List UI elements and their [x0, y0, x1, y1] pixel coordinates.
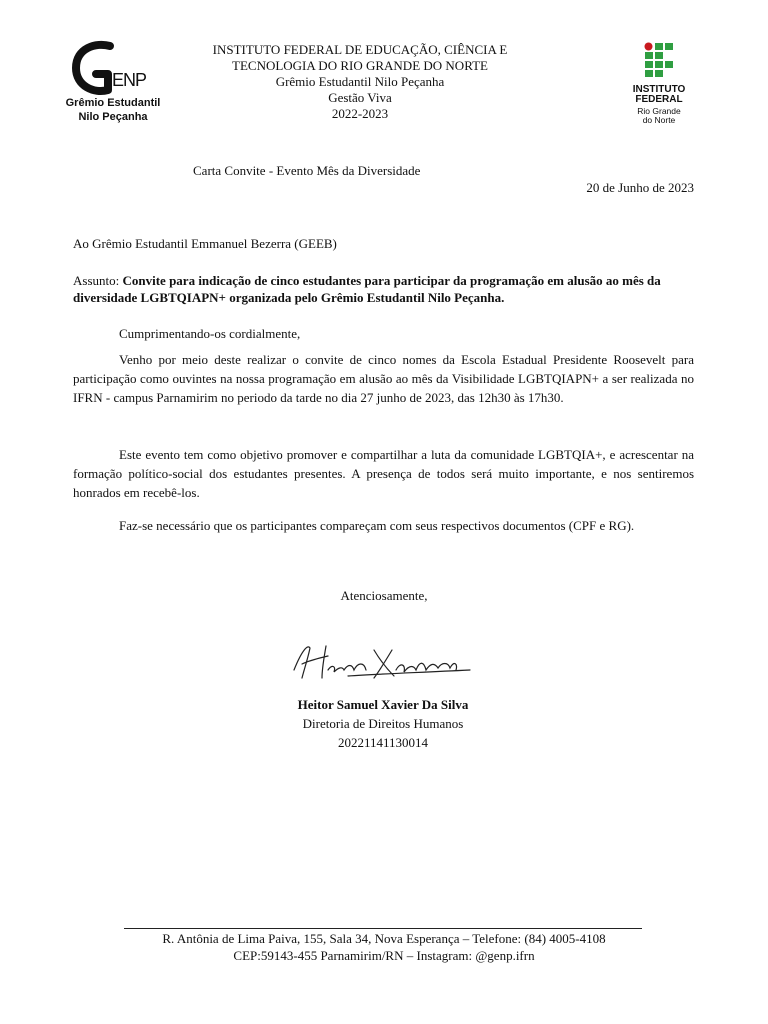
signer-block [233, 695, 533, 752]
footer [0, 930, 768, 964]
if-logo-title [624, 85, 694, 105]
genp-logo [58, 40, 168, 132]
recipient-line: Ao Grêmio Estudantil Emmanuel Bezerra (GEEB) [73, 236, 337, 251]
handwritten-signature [288, 640, 478, 688]
subject-text: Convite para indicação de cinco estudantes para participar da programação em alusão ao mês da diversidade LGBTQIAPN+ organizada pelo Grêmio Estudantil Nilo Peçanha. [73, 273, 661, 305]
if-logo-grid [644, 42, 674, 80]
subject-paragraph [73, 272, 695, 306]
header-line2: TECNOLOGIA DO RIO GRANDE DO NORTE [232, 58, 488, 73]
body-paragraph-1: Venho por meio deste realizar o convite de cinco nomes da Escola Estadual Presidente Roosevelt para participação como ouvintes na nossa programação em alusão ao mês da Visibilidade LGBTQIAPN+ a ser realizada no IFRN - campus Parnamirim no periodo da tarde no dia 27 junho de 2023, das 12h30 às 17h30. [73, 352, 694, 405]
genp-caption-line1: Grêmio Estudantil [65, 97, 161, 109]
body-paragraph-3: Faz-se necessário que os participantes compareçam com seus respectivos documentos (CPF e RG). [119, 518, 635, 533]
if-logo-line2: FEDERAL [635, 94, 683, 105]
if-logo-line1: INSTITUTO [632, 84, 686, 95]
header-line3: Grêmio Estudantil Nilo Peçanha [275, 74, 445, 89]
signer-role: Diretoria de Direitos Humanos [302, 716, 464, 731]
header-line1: INSTITUTO FEDERAL DE EDUCAÇÃO, CIÊNCIA E [212, 42, 508, 57]
institution-header [170, 42, 550, 122]
footer-address: R. Antônia de Lima Paiva, 155, Sala 34, Nova Esperança – Telefone: (84) 4005-4108 [162, 931, 606, 946]
if-logo-line4: do Norte [642, 115, 676, 125]
genp-logo-mark [66, 40, 156, 98]
footer-divider [124, 928, 642, 929]
genp-caption-line2: Nilo Peçanha [78, 111, 148, 123]
header-line5: 2022-2023 [331, 106, 389, 121]
svg-text:ENP: ENP [112, 70, 147, 90]
if-logo-subtitle [624, 107, 694, 125]
greeting: Cumprimentando-os cordialmente, [119, 326, 301, 341]
letter-title: Carta Convite - Evento Mês da Diversidade [193, 163, 421, 178]
body-paragraph-2: Este evento tem como objetivo promover e compartilhar a luta da comunidade LGBTQIA+, e acrescentar na formação político-social dos estudantes presentes. A presença de todos será muito importante, e nos sentiremos honrados em recebê-los. [73, 447, 694, 500]
closing: Atenciosamente, [340, 588, 428, 603]
genp-caption [58, 96, 168, 124]
subject-label: Assunto: [73, 273, 120, 288]
if-logo-line3: Rio Grande [637, 106, 681, 116]
instituto-federal-logo [624, 42, 714, 130]
signer-name: Heitor Samuel Xavier Da Silva [297, 697, 469, 712]
header-line4: Gestão Viva [328, 90, 392, 105]
letter-date: 20 de Junho de 2023 [586, 180, 694, 195]
signer-id: 20221141130014 [337, 735, 429, 750]
footer-contact: CEP:59143-455 Parnamirim/RN – Instagram: @genp.ifrn [233, 948, 535, 963]
